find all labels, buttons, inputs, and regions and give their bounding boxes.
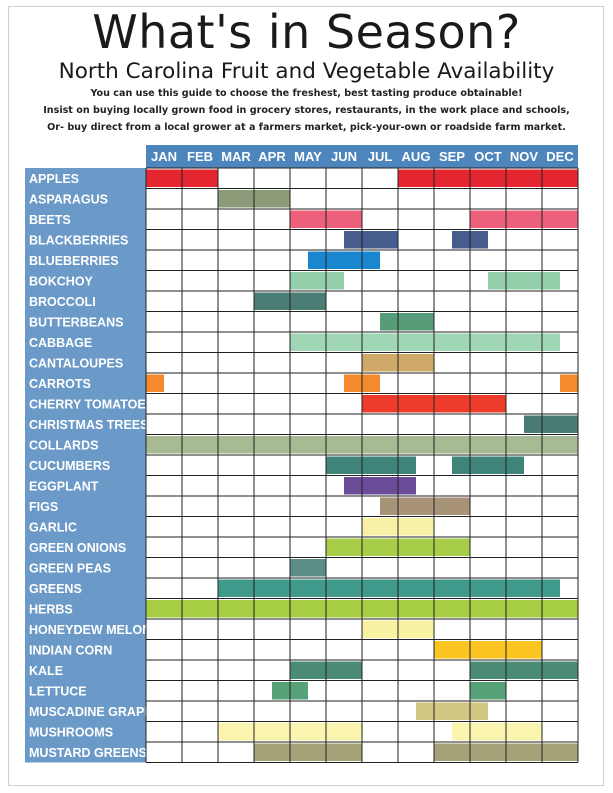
- row-label: MUSTARD GREENS: [29, 746, 147, 760]
- row-label: INDIAN CORN: [29, 643, 113, 658]
- month-label: MAR: [221, 149, 251, 164]
- row-label: KALE: [29, 664, 64, 678]
- month-label: AUG: [401, 149, 431, 164]
- row-label: GARLIC: [29, 520, 77, 535]
- availability-bar: [290, 334, 560, 352]
- row-label: BUTTERBEANS: [29, 315, 124, 330]
- row-label: BLUEBERRIES: [29, 254, 119, 268]
- row-label: BEETS: [29, 213, 71, 227]
- availability-bar: [344, 231, 398, 249]
- row-label: CARROTS: [29, 377, 91, 391]
- month-label: MAY: [294, 149, 322, 164]
- month-label: JUN: [330, 149, 358, 164]
- availability-bar: [326, 457, 416, 475]
- row-label: GREEN ONIONS: [29, 541, 127, 555]
- month-label: SEP: [438, 149, 466, 164]
- availability-bar: [218, 580, 560, 598]
- availability-bar: [380, 313, 434, 331]
- availability-bar: [452, 723, 542, 741]
- row-label: GREEN PEAS: [29, 561, 111, 576]
- intro-line-3: Or- buy direct from a local grower at a farmers market, pick-your-own or roadside farm market.: [47, 122, 566, 133]
- row-label: EGGPLANT: [29, 479, 99, 494]
- availability-bar: [416, 703, 488, 721]
- availability-bar: [344, 477, 416, 495]
- availability-bar: [308, 252, 380, 270]
- row-label: LETTUCE: [29, 684, 87, 699]
- row-label: GREENS: [29, 582, 82, 596]
- month-label: OCT: [474, 149, 502, 164]
- availability-bar: [290, 272, 344, 290]
- availability-bar: [254, 744, 362, 762]
- month-label: JAN: [150, 149, 178, 164]
- availability-bar: [524, 416, 578, 434]
- row-label: HONEYDEW MELONS: [29, 623, 160, 637]
- intro-line-1: You can use this guide to choose the freshest, best tasting produce obtainable!: [90, 88, 523, 99]
- row-label: CANTALOUPES: [29, 356, 124, 371]
- page-subtitle: North Carolina Fruit and Vegetable Availability: [58, 59, 555, 84]
- row-label: BLACKBERRIES: [29, 233, 129, 248]
- availability-bar: [470, 682, 506, 700]
- row-label: BOKCHOY: [29, 274, 93, 289]
- intro-line-2: Insist on buying locally grown food in grocery stores, restaurants, in the work place and schools,: [43, 105, 570, 116]
- month-label: FEB: [187, 149, 213, 164]
- availability-bar: [488, 272, 560, 290]
- row-label: MUSCADINE GRAPES: [29, 705, 161, 719]
- month-label: NOV: [509, 149, 539, 164]
- month-label: DEC: [546, 149, 574, 164]
- availability-bar: [434, 641, 542, 659]
- availability-bar: [290, 559, 326, 577]
- row-label: CHERRY TOMATOES: [29, 397, 155, 412]
- page-title: What's in Season?: [92, 5, 521, 59]
- row-label: CHRISTMAS TREES: [29, 418, 149, 432]
- row-label: COLLARDS: [29, 438, 99, 453]
- availability-bar: [380, 498, 470, 516]
- month-label: APR: [258, 149, 286, 164]
- row-label: CUCUMBERS: [29, 459, 111, 473]
- month-label: JUL: [367, 149, 393, 164]
- availability-bar: [146, 375, 164, 393]
- row-label: HERBS: [29, 602, 73, 617]
- row-label: CABBAGE: [29, 336, 93, 350]
- row-label: MUSHROOMS: [29, 725, 114, 740]
- availability-bar: [398, 170, 578, 188]
- row-label: ASPARAGUS: [29, 192, 108, 207]
- row-label: APPLES: [29, 172, 80, 186]
- row-label: BROCCOLI: [29, 295, 96, 309]
- availability-bar: [470, 211, 578, 229]
- row-label: FIGS: [29, 500, 59, 514]
- availability-bar: [452, 457, 524, 475]
- availability-bar: [470, 662, 578, 680]
- availability-bar: [560, 375, 578, 393]
